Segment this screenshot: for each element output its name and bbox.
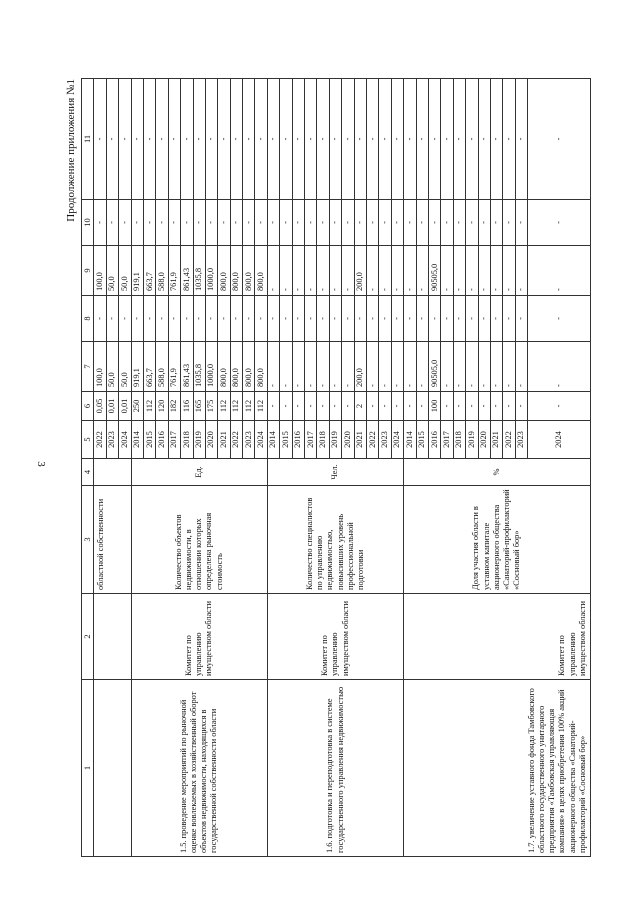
column-number: 8 <box>82 296 94 342</box>
table-cell: 2016 <box>428 421 440 459</box>
indicator-cell: Количество объектов недвижимости, в отношении которых определена рыночная стоимость <box>131 486 267 594</box>
table-cell: 2015 <box>416 421 428 459</box>
table-cell: 861,43 <box>181 246 193 296</box>
table-cell: 165 <box>193 392 205 421</box>
table-cell: - <box>379 200 391 246</box>
table-cell: - <box>243 79 255 200</box>
table-cell: - <box>466 79 478 200</box>
table-cell: - <box>305 342 317 392</box>
table-cell: - <box>366 79 378 200</box>
table-cell: 2022 <box>366 421 378 459</box>
table-cell: 2020 <box>342 421 354 459</box>
table-cell: - <box>305 296 317 342</box>
table-cell: - <box>168 200 180 246</box>
table-cell: 2 <box>354 392 366 421</box>
table-cell: 250 <box>131 392 143 421</box>
column-number: 4 <box>82 459 94 486</box>
column-number: 1 <box>82 680 94 857</box>
table-cell: - <box>503 79 515 200</box>
table-cell: - <box>515 342 527 392</box>
table-cell: 1000,0 <box>205 342 217 392</box>
table-cell: - <box>305 79 317 200</box>
executor-cell: Комитет по управлению имуществом области <box>131 594 267 680</box>
table-cell: - <box>354 79 366 200</box>
measure-cell: 1.7. увеличение уставного фонда Тамбовского областного государственного унитарного предприятия «Тамбовская управляющая компания» в целях приобретения 100% акций акционерного общества «Санаторий-профилакторий «Сосновый бор» <box>404 680 591 857</box>
table-cell: - <box>230 79 242 200</box>
table-cell: - <box>441 200 453 246</box>
table-cell: - <box>342 296 354 342</box>
table-cell: 800,0 <box>255 342 267 392</box>
executor-cell: Комитет по управлению имуществом области <box>404 594 591 680</box>
table-cell: - <box>453 296 465 342</box>
table-cell: - <box>329 79 341 200</box>
table-cell: - <box>528 296 591 342</box>
table-cell: - <box>503 200 515 246</box>
table-cell: - <box>205 79 217 200</box>
indicator-cell: Доля участия области в уставном капитале акционерного общества «Санаторий-профилакторий «Сосновый бор» <box>404 486 591 594</box>
table-cell: - <box>243 200 255 246</box>
table-cell: 2018 <box>181 421 193 459</box>
table-cell: - <box>280 342 292 392</box>
table-cell: - <box>366 200 378 246</box>
table-cell: 0,01 <box>106 392 118 421</box>
table-cell: - <box>466 246 478 296</box>
table-cell: 2023 <box>515 421 527 459</box>
table-cell: - <box>379 392 391 421</box>
table-cell: - <box>94 79 106 200</box>
unit-cell: Ед. <box>131 459 267 486</box>
rotated-page <box>59 77 587 857</box>
table-cell: - <box>193 200 205 246</box>
table-cell: - <box>181 200 193 246</box>
table-cell: - <box>255 200 267 246</box>
measure-cell: 1.5. проведение мероприятий по рыночной оценке вовлекаемых в хозяйственный оборот объектов недвижимости, находящихся в государственной собственности области <box>131 680 267 857</box>
table-cell: - <box>329 296 341 342</box>
table-cell: - <box>317 246 329 296</box>
table-cell: 2016 <box>292 421 304 459</box>
table-cell: - <box>441 246 453 296</box>
unit-cell: % <box>404 459 591 486</box>
executor-cell <box>94 594 131 680</box>
table-cell: - <box>490 246 502 296</box>
table-cell: - <box>131 79 143 200</box>
table-cell: 112 <box>255 392 267 421</box>
table-row <box>404 79 416 857</box>
table-cell: - <box>292 296 304 342</box>
table-cell: 2014 <box>267 421 279 459</box>
table-cell: - <box>441 79 453 200</box>
unit-cell <box>94 459 131 486</box>
table-cell: - <box>466 200 478 246</box>
table-cell: - <box>342 200 354 246</box>
table-cell: - <box>106 200 118 246</box>
table-cell: 2020 <box>205 421 217 459</box>
table-cell: - <box>490 79 502 200</box>
table-cell: - <box>292 342 304 392</box>
table-cell: - <box>317 392 329 421</box>
table-cell: 2016 <box>156 421 168 459</box>
table-cell: 200,0 <box>354 342 366 392</box>
table-cell: - <box>267 392 279 421</box>
table-cell: - <box>515 392 527 421</box>
table-cell: 663,7 <box>143 246 155 296</box>
table-cell: 112 <box>218 392 230 421</box>
table-cell: - <box>416 79 428 200</box>
table-cell: 800,0 <box>218 246 230 296</box>
table-cell: - <box>317 200 329 246</box>
table-cell: 90505,0 <box>428 246 440 296</box>
table-cell: - <box>528 392 591 421</box>
table-cell: - <box>478 296 490 342</box>
table-cell: - <box>478 200 490 246</box>
table-cell: 761,9 <box>168 342 180 392</box>
column-number: 7 <box>82 342 94 392</box>
table-cell: - <box>329 342 341 392</box>
column-number: 11 <box>82 79 94 200</box>
table-cell: - <box>478 392 490 421</box>
table-cell: - <box>329 392 341 421</box>
table-cell: - <box>255 79 267 200</box>
table-cell: - <box>218 296 230 342</box>
table-cell: - <box>292 392 304 421</box>
column-number: 2 <box>82 594 94 680</box>
table-cell: - <box>131 200 143 246</box>
table-cell: 2021 <box>490 421 502 459</box>
table-cell: - <box>391 392 403 421</box>
table-cell: 588,0 <box>156 246 168 296</box>
table-cell: - <box>478 79 490 200</box>
table-cell: 800,0 <box>218 342 230 392</box>
table-cell: - <box>168 79 180 200</box>
table-cell: - <box>106 296 118 342</box>
table-cell: - <box>243 296 255 342</box>
table-cell: - <box>205 296 217 342</box>
table-cell: - <box>143 200 155 246</box>
table-cell: - <box>453 392 465 421</box>
table-cell: - <box>366 392 378 421</box>
table-row <box>94 79 106 857</box>
table-cell: 200,0 <box>354 246 366 296</box>
table-cell: 2021 <box>354 421 366 459</box>
table-cell: 2017 <box>441 421 453 459</box>
table-cell: 588,0 <box>156 342 168 392</box>
table-cell: 2023 <box>243 421 255 459</box>
table-cell: - <box>490 342 502 392</box>
table-cell: - <box>267 79 279 200</box>
table-cell: 2014 <box>404 421 416 459</box>
table-cell: - <box>478 342 490 392</box>
table-cell: - <box>441 296 453 342</box>
executor-cell: Комитет по управлению имуществом области <box>267 594 403 680</box>
table-cell: - <box>106 79 118 200</box>
table-cell: - <box>292 79 304 200</box>
indicator-cell: областной собственности <box>94 486 131 594</box>
table-cell: - <box>453 200 465 246</box>
table-cell: - <box>230 200 242 246</box>
table-cell: - <box>305 200 317 246</box>
table-cell: 50,0 <box>119 246 131 296</box>
table-cell: - <box>391 79 403 200</box>
table-cell: 112 <box>230 392 242 421</box>
table-cell: 2024 <box>255 421 267 459</box>
continuation-title: Продолжение приложения №1 <box>65 79 77 222</box>
table-cell: 90505,0 <box>428 342 440 392</box>
table-cell: - <box>366 342 378 392</box>
table-cell: - <box>416 392 428 421</box>
table-cell: - <box>453 246 465 296</box>
table-cell: - <box>354 296 366 342</box>
table-cell: - <box>317 79 329 200</box>
table-cell: 2018 <box>453 421 465 459</box>
table-cell: - <box>453 79 465 200</box>
table-cell: - <box>205 200 217 246</box>
table-cell: - <box>317 296 329 342</box>
table-cell: - <box>292 200 304 246</box>
table-cell: 2021 <box>218 421 230 459</box>
table-cell: - <box>267 342 279 392</box>
measure-cell: 1.6. подготовка и переподготовка в системе государственного управления недвижимостью <box>267 680 403 857</box>
table-cell: - <box>404 296 416 342</box>
table-cell: - <box>428 79 440 200</box>
table-cell: 2019 <box>329 421 341 459</box>
table-cell: - <box>379 246 391 296</box>
table-row <box>267 79 279 857</box>
table-cell: - <box>441 342 453 392</box>
table-cell: - <box>515 79 527 200</box>
table-cell: 2018 <box>317 421 329 459</box>
table-cell: - <box>528 246 591 296</box>
table-cell: 175 <box>205 392 217 421</box>
table-cell: - <box>404 392 416 421</box>
table-cell: 100,0 <box>94 342 106 392</box>
table-cell: - <box>379 296 391 342</box>
table-cell: 2019 <box>193 421 205 459</box>
table-cell: - <box>280 79 292 200</box>
table-cell: - <box>416 200 428 246</box>
table-cell: - <box>466 342 478 392</box>
table-cell: 2022 <box>503 421 515 459</box>
table-cell: 800,0 <box>243 246 255 296</box>
table-cell: - <box>329 246 341 296</box>
column-number: 6 <box>82 392 94 421</box>
column-number: 10 <box>82 200 94 246</box>
table-cell: - <box>305 246 317 296</box>
table-cell: 2024 <box>391 421 403 459</box>
table-cell: - <box>292 246 304 296</box>
table-cell: - <box>515 246 527 296</box>
table-cell: 2017 <box>168 421 180 459</box>
table-cell: - <box>255 296 267 342</box>
table-cell: - <box>528 342 591 392</box>
table-cell: - <box>119 296 131 342</box>
table-cell: 919,1 <box>131 246 143 296</box>
table-cell: - <box>156 296 168 342</box>
table-cell: - <box>342 79 354 200</box>
table-cell: - <box>466 392 478 421</box>
table-cell: 100,0 <box>94 246 106 296</box>
table-cell: - <box>441 392 453 421</box>
column-number: 9 <box>82 246 94 296</box>
table-cell: 112 <box>143 392 155 421</box>
table-cell: - <box>391 246 403 296</box>
table-cell: - <box>528 200 591 246</box>
table-cell: - <box>230 296 242 342</box>
column-number: 5 <box>82 421 94 459</box>
header-row <box>82 79 94 857</box>
table-cell: - <box>391 296 403 342</box>
table-cell: - <box>503 246 515 296</box>
table-cell: - <box>143 79 155 200</box>
table-cell: - <box>503 296 515 342</box>
table-cell: - <box>416 296 428 342</box>
program-table <box>81 78 591 857</box>
table-cell: 50,0 <box>106 246 118 296</box>
table-cell: - <box>354 200 366 246</box>
table-cell: 861,43 <box>181 342 193 392</box>
table-cell: 800,0 <box>243 342 255 392</box>
table-cell: - <box>280 296 292 342</box>
table-cell: 182 <box>168 392 180 421</box>
table-cell: - <box>366 246 378 296</box>
table-cell: - <box>528 79 591 200</box>
table-cell: - <box>379 79 391 200</box>
table-cell: - <box>193 79 205 200</box>
table-cell: 2024 <box>119 421 131 459</box>
table-cell: 2017 <box>305 421 317 459</box>
table-cell: - <box>366 296 378 342</box>
table-cell: - <box>119 200 131 246</box>
table-cell: 2022 <box>94 421 106 459</box>
table-cell: - <box>267 246 279 296</box>
table-cell: - <box>267 200 279 246</box>
table-cell: 2019 <box>466 421 478 459</box>
table-cell: - <box>391 200 403 246</box>
table-cell: 2020 <box>478 421 490 459</box>
table-cell: 2023 <box>379 421 391 459</box>
table-cell: - <box>131 296 143 342</box>
table-cell: 2023 <box>106 421 118 459</box>
table-cell: - <box>156 200 168 246</box>
table-cell: 116 <box>181 392 193 421</box>
table-cell: - <box>119 79 131 200</box>
table-cell: 50,0 <box>106 342 118 392</box>
column-number: 3 <box>82 486 94 594</box>
table-cell: 663,7 <box>143 342 155 392</box>
table-cell: 919,1 <box>131 342 143 392</box>
table-cell: 112 <box>243 392 255 421</box>
table-cell: - <box>391 342 403 392</box>
table-cell: 800,0 <box>230 246 242 296</box>
table-cell: - <box>416 342 428 392</box>
table-cell: 0,01 <box>119 392 131 421</box>
table-cell: - <box>317 342 329 392</box>
table-cell: - <box>490 392 502 421</box>
table-cell: 2024 <box>528 421 591 459</box>
table-cell: - <box>181 79 193 200</box>
table-cell: - <box>168 296 180 342</box>
table-cell: 1000,0 <box>205 246 217 296</box>
table-cell: - <box>503 392 515 421</box>
table-cell: - <box>342 392 354 421</box>
table-cell: - <box>428 200 440 246</box>
table-cell: - <box>404 200 416 246</box>
table-cell: 2014 <box>131 421 143 459</box>
table-cell: - <box>280 246 292 296</box>
table-cell: - <box>404 79 416 200</box>
table-cell: - <box>143 296 155 342</box>
table-cell: - <box>94 200 106 246</box>
table-cell: - <box>342 246 354 296</box>
table-cell: 2015 <box>280 421 292 459</box>
table-cell: - <box>466 296 478 342</box>
table-cell: - <box>428 296 440 342</box>
table-cell: - <box>193 296 205 342</box>
table-cell: 761,9 <box>168 246 180 296</box>
table-cell: - <box>181 296 193 342</box>
table-cell: - <box>453 342 465 392</box>
table-cell: - <box>404 342 416 392</box>
page-number: 3 <box>34 461 47 467</box>
table-cell: - <box>218 79 230 200</box>
table-cell: 100 <box>428 392 440 421</box>
table-cell: - <box>305 392 317 421</box>
table-cell: 800,0 <box>255 246 267 296</box>
table-cell: - <box>404 246 416 296</box>
table-cell: 1035,8 <box>193 342 205 392</box>
table-cell: - <box>416 246 428 296</box>
table-cell: 120 <box>156 392 168 421</box>
table-cell: - <box>503 342 515 392</box>
table-cell: 2022 <box>230 421 242 459</box>
table-cell: 1035,8 <box>193 246 205 296</box>
table-cell: - <box>342 342 354 392</box>
measure-cell <box>94 680 131 857</box>
table-cell: - <box>478 246 490 296</box>
table-cell: - <box>329 200 341 246</box>
table-cell: - <box>515 296 527 342</box>
table-cell: 50,0 <box>119 342 131 392</box>
table-cell: - <box>490 200 502 246</box>
table-cell: - <box>218 200 230 246</box>
table-cell: - <box>94 296 106 342</box>
table-cell: - <box>490 296 502 342</box>
table-cell: - <box>379 342 391 392</box>
unit-cell: Чел. <box>267 459 403 486</box>
indicator-cell: Количество специалистов по управлению недвижимостью, повысивших уровень профессиональной подготовки <box>267 486 403 594</box>
table-row <box>131 79 143 857</box>
table-cell: - <box>156 79 168 200</box>
table-cell: - <box>280 200 292 246</box>
table-cell: 2015 <box>143 421 155 459</box>
table-cell: 800,0 <box>230 342 242 392</box>
table-cell: - <box>515 200 527 246</box>
table-cell: - <box>280 392 292 421</box>
table-cell: 0,05 <box>94 392 106 421</box>
table-cell: - <box>267 296 279 342</box>
